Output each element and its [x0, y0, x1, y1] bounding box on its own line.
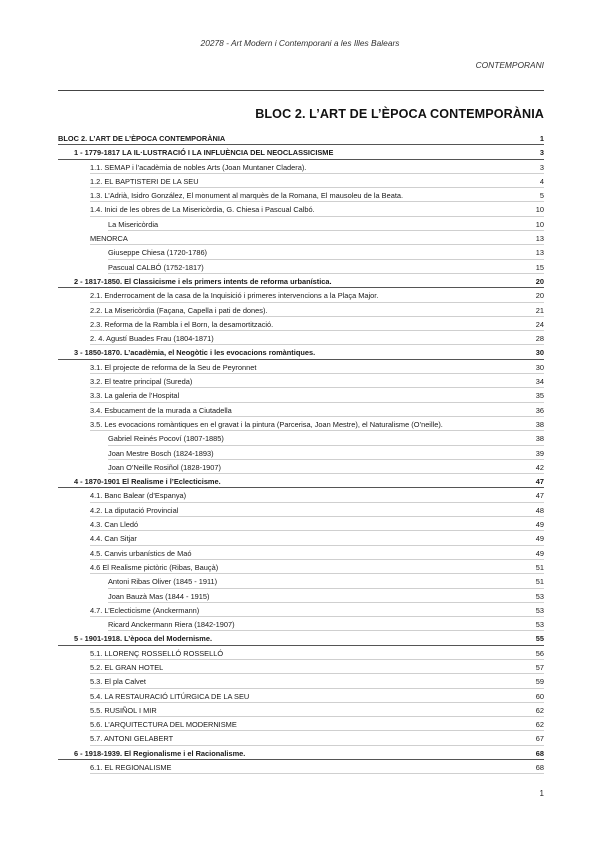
toc-entry-title: 1 - 1779-1817 LA IL·LUSTRACIÓ I LA INFLUÈNCIA DEL NEOCLASSICISME	[74, 148, 334, 158]
page-title: BLOC 2. L’ART DE L’ÈPOCA CONTEMPORÀNIA	[255, 107, 544, 121]
toc-entry-page: 68	[535, 763, 544, 773]
document-course-header: 20278 - Art Modern i Contemporani a les Illes Balears	[200, 38, 400, 48]
toc-entry-title: 1.4. Inici de les obres de La Misericòrdia, G. Chiesa i Pascual Calbó.	[90, 205, 315, 215]
toc-entry[interactable]	[58, 618, 544, 632]
toc-entry-page: 5	[539, 191, 544, 201]
toc-entry[interactable]	[58, 389, 544, 403]
toc-entry[interactable]	[58, 132, 544, 146]
toc-entry[interactable]	[58, 461, 544, 475]
toc-entry-title: 3.4. Esbucament de la murada a Ciutadella	[90, 405, 232, 415]
toc-entry[interactable]	[58, 175, 544, 189]
toc-entry-page: 49	[535, 534, 544, 544]
toc-entry-title: 2. 4. Agustí Buades Frau (1804-1871)	[90, 334, 214, 344]
toc-entry[interactable]	[58, 561, 544, 575]
toc-entry[interactable]	[58, 489, 544, 503]
toc-entry-page: 55	[535, 634, 544, 644]
toc-entry[interactable]	[58, 532, 544, 546]
toc-entry[interactable]	[58, 690, 544, 704]
toc-entry[interactable]	[58, 261, 544, 275]
toc-entry-page: 10	[535, 219, 544, 229]
toc-entry-page: 62	[535, 720, 544, 730]
toc-entry-title: 5.4. LA RESTAURACIÓ LITÚRGICA DE LA SEU	[90, 691, 250, 701]
toc-entry-page: 21	[535, 305, 544, 315]
toc-entry[interactable]	[58, 318, 544, 332]
toc-entry-page: 38	[535, 434, 544, 444]
toc-entry[interactable]	[58, 475, 544, 489]
toc-entry-title: 4.1. Banc Balear (d’Espanya)	[90, 491, 187, 501]
toc-entry-title: MENORCA	[90, 234, 128, 244]
toc-entry-page: 53	[535, 620, 544, 630]
toc-entry-title: 5.6. L’ARQUITECTURA DEL MODERNISME	[90, 720, 237, 730]
toc-entry[interactable]	[58, 590, 544, 604]
toc-entry[interactable]	[58, 432, 544, 446]
toc-entry-title: Pascual CALBÓ (1752-1817)	[108, 262, 204, 272]
toc-entry-title: 5 - 1901-1918. L’època del Modernisme.	[74, 634, 213, 644]
toc-entry[interactable]	[58, 547, 544, 561]
toc-entry[interactable]	[58, 146, 544, 160]
toc-entry-title: 1.1. SEMAP i l’acadèmia de nobles Arts (Joan Muntaner Cladera).	[90, 162, 307, 172]
toc-entry[interactable]	[58, 732, 544, 746]
toc-entry-page: 47	[535, 491, 544, 501]
toc-entry-title: 2.3. Reforma de la Rambla i el Born, la desamortització.	[90, 319, 274, 329]
toc-entry-title: 5.5. RUSIÑOL I MIR	[90, 705, 157, 715]
toc-entry-title: BLOC 2. L’ART DE L’ÈPOCA CONTEMPORÀNIA	[58, 134, 226, 143]
toc-entry-page: 60	[535, 691, 544, 701]
toc-entry-page: 53	[535, 591, 544, 601]
toc-entry-title: 5.2. EL GRAN HOTEL	[90, 662, 164, 672]
toc-entry-page: 39	[535, 448, 544, 458]
toc-entry-title: 5.1. LLORENÇ ROSSELLÓ ROSSELLÓ	[90, 648, 224, 658]
toc-entry-page: 53	[535, 605, 544, 615]
toc-entry-page: 34	[535, 377, 544, 387]
toc-entry[interactable]	[58, 346, 544, 360]
toc-entry-title: Joan O’Neille Rosiñol (1828-1907)	[108, 462, 221, 472]
toc-entry[interactable]	[58, 761, 544, 775]
toc-entry-page: 28	[535, 334, 544, 344]
toc-entry-title: Antoni Ribas Oliver (1845 - 1911)	[108, 577, 218, 587]
toc-entry-title: Gabriel Reinés Pocoví (1807-1885)	[108, 434, 224, 444]
toc-entry[interactable]	[58, 747, 544, 761]
toc-entry-page: 56	[535, 648, 544, 658]
toc-entry-title: 5.7. ANTONI GELABERT	[90, 734, 174, 744]
toc-entry-title: 3.5. Les evocacions romàntiques en el gravat i la pintura (Parcerisa, Joan Mestre), el Naturalisme (O’neille).	[90, 419, 443, 429]
toc-entry[interactable]	[58, 604, 544, 618]
toc-entry-title: 2 - 1817-1850. El Classicisme i els primers intents de reforma urbanística.	[74, 276, 332, 286]
toc-entry[interactable]	[58, 504, 544, 518]
toc-entry-page: 59	[535, 677, 544, 687]
toc-entry-title: 1.2. EL BAPTISTERI DE LA SEU	[90, 176, 199, 186]
toc-entry-page: 1	[539, 134, 544, 143]
toc-entry[interactable]	[58, 161, 544, 175]
toc-entry[interactable]	[58, 375, 544, 389]
toc-entry-page: 67	[535, 734, 544, 744]
toc-entry[interactable]	[58, 218, 544, 232]
toc-entry[interactable]	[58, 575, 544, 589]
toc-entry-page: 30	[535, 362, 544, 372]
toc-entry-title: 5.3. El pla Calvet	[90, 677, 146, 687]
toc-entry[interactable]	[58, 675, 544, 689]
toc-entry-page: 4	[539, 176, 544, 186]
toc-entry-title: Joan Bauzà Mas (1844 - 1915)	[108, 591, 210, 601]
toc-entry-title: 4.5. Canvis urbanístics de Maó	[90, 548, 192, 558]
toc-entry[interactable]	[58, 232, 544, 246]
page-number: 1	[539, 789, 544, 798]
toc-entry-page: 3	[539, 162, 544, 172]
toc-entry[interactable]	[58, 304, 544, 318]
toc-entry-title: 1.3. L’Adrià, Isidro González, El monument al marquès de la Romana, El mausoleu de la Beata.	[90, 191, 404, 201]
toc-entry-page: 24	[535, 319, 544, 329]
toc-entry-title: 2.1. Enderrocament de la casa de la Inquisició i primeres intervencions a la Plaça Major.	[90, 291, 379, 301]
toc-entry-title: 3.2. El teatre principal (Sureda)	[90, 377, 193, 387]
toc-entry[interactable]	[58, 632, 544, 646]
toc-entry[interactable]	[58, 189, 544, 203]
toc-entry[interactable]	[58, 275, 544, 289]
toc-entry-title: 3.3. La galeria de l’Hospital	[90, 391, 180, 401]
toc-entry-title: 6.1. EL REGIONALISME	[90, 763, 172, 773]
toc-entry-title: 3 - 1850-1870. L’acadèmia, el Neogòtic i les evocacions romàntiques.	[74, 348, 316, 358]
toc-entry-title: 3.1. El projecte de reforma de la Seu de Peyronnet	[90, 362, 257, 372]
toc-entry-title: Ricard Anckermann Riera (1842-1907)	[108, 620, 235, 630]
toc-entry-title: La Misericòrdia	[108, 219, 159, 229]
toc-entry-title: 4.6 El Realisme pictòric (Ribas, Bauçà)	[90, 562, 219, 572]
toc-entry-page: 3	[539, 148, 544, 158]
toc-entry[interactable]	[58, 661, 544, 675]
toc-entry[interactable]	[58, 289, 544, 303]
toc-entry[interactable]	[58, 203, 544, 217]
toc-entry-title: Joan Mestre Bosch (1824-1893)	[108, 448, 214, 458]
toc-entry-page: 42	[535, 462, 544, 472]
toc-entry-page: 20	[535, 276, 544, 286]
toc-entry-title: 4.2. La diputació Provincial	[90, 505, 179, 515]
toc-entry[interactable]	[58, 647, 544, 661]
toc-entry-page: 13	[535, 234, 544, 244]
toc-entry[interactable]	[58, 447, 544, 461]
toc-entry-page: 15	[535, 262, 544, 272]
toc-entry[interactable]	[58, 704, 544, 718]
toc-entry-page: 10	[535, 205, 544, 215]
header-divider	[58, 90, 544, 91]
toc-entry[interactable]	[58, 718, 544, 732]
toc-entry-title: 6 - 1918-1939. El Regionalisme i el Racionalisme.	[74, 748, 246, 758]
toc-entry-page: 30	[535, 348, 544, 358]
toc-entry-page: 48	[535, 505, 544, 515]
toc-entry-title: Giuseppe Chiesa (1720-1786)	[108, 248, 208, 258]
toc-entry[interactable]	[58, 332, 544, 346]
toc-entry-page: 49	[535, 548, 544, 558]
toc-entry-page: 51	[535, 577, 544, 587]
toc-entry[interactable]	[58, 246, 544, 260]
toc-entry[interactable]	[58, 361, 544, 375]
toc-entry-title: 2.2. La Misericòrdia (Façana, Capella i pati de dones).	[90, 305, 268, 315]
toc-entry-page: 13	[535, 248, 544, 258]
table-of-contents	[58, 132, 544, 775]
section-header: CONTEMPORANI	[475, 60, 544, 70]
toc-entry-page: 35	[535, 391, 544, 401]
toc-entry-page: 68	[535, 748, 544, 758]
toc-entry-page: 36	[535, 405, 544, 415]
toc-entry-title: 4 - 1870-1901 El Realisme i l’Eclecticisme.	[74, 477, 221, 487]
toc-entry-page: 38	[535, 419, 544, 429]
toc-entry[interactable]	[58, 418, 544, 432]
toc-entry-page: 49	[535, 520, 544, 530]
toc-entry-title: 4.7. L’Eclecticisme (Anckermann)	[90, 605, 200, 615]
toc-entry-title: 4.4. Can Sitjar	[90, 534, 137, 544]
toc-entry-page: 51	[535, 562, 544, 572]
toc-entry-page: 62	[535, 705, 544, 715]
toc-entry-page: 57	[535, 662, 544, 672]
toc-entry-page: 20	[535, 291, 544, 301]
toc-entry[interactable]	[58, 518, 544, 532]
toc-entry-title: 4.3. Can Lledó	[90, 520, 139, 530]
toc-entry[interactable]	[58, 404, 544, 418]
toc-entry-page: 47	[535, 477, 544, 487]
